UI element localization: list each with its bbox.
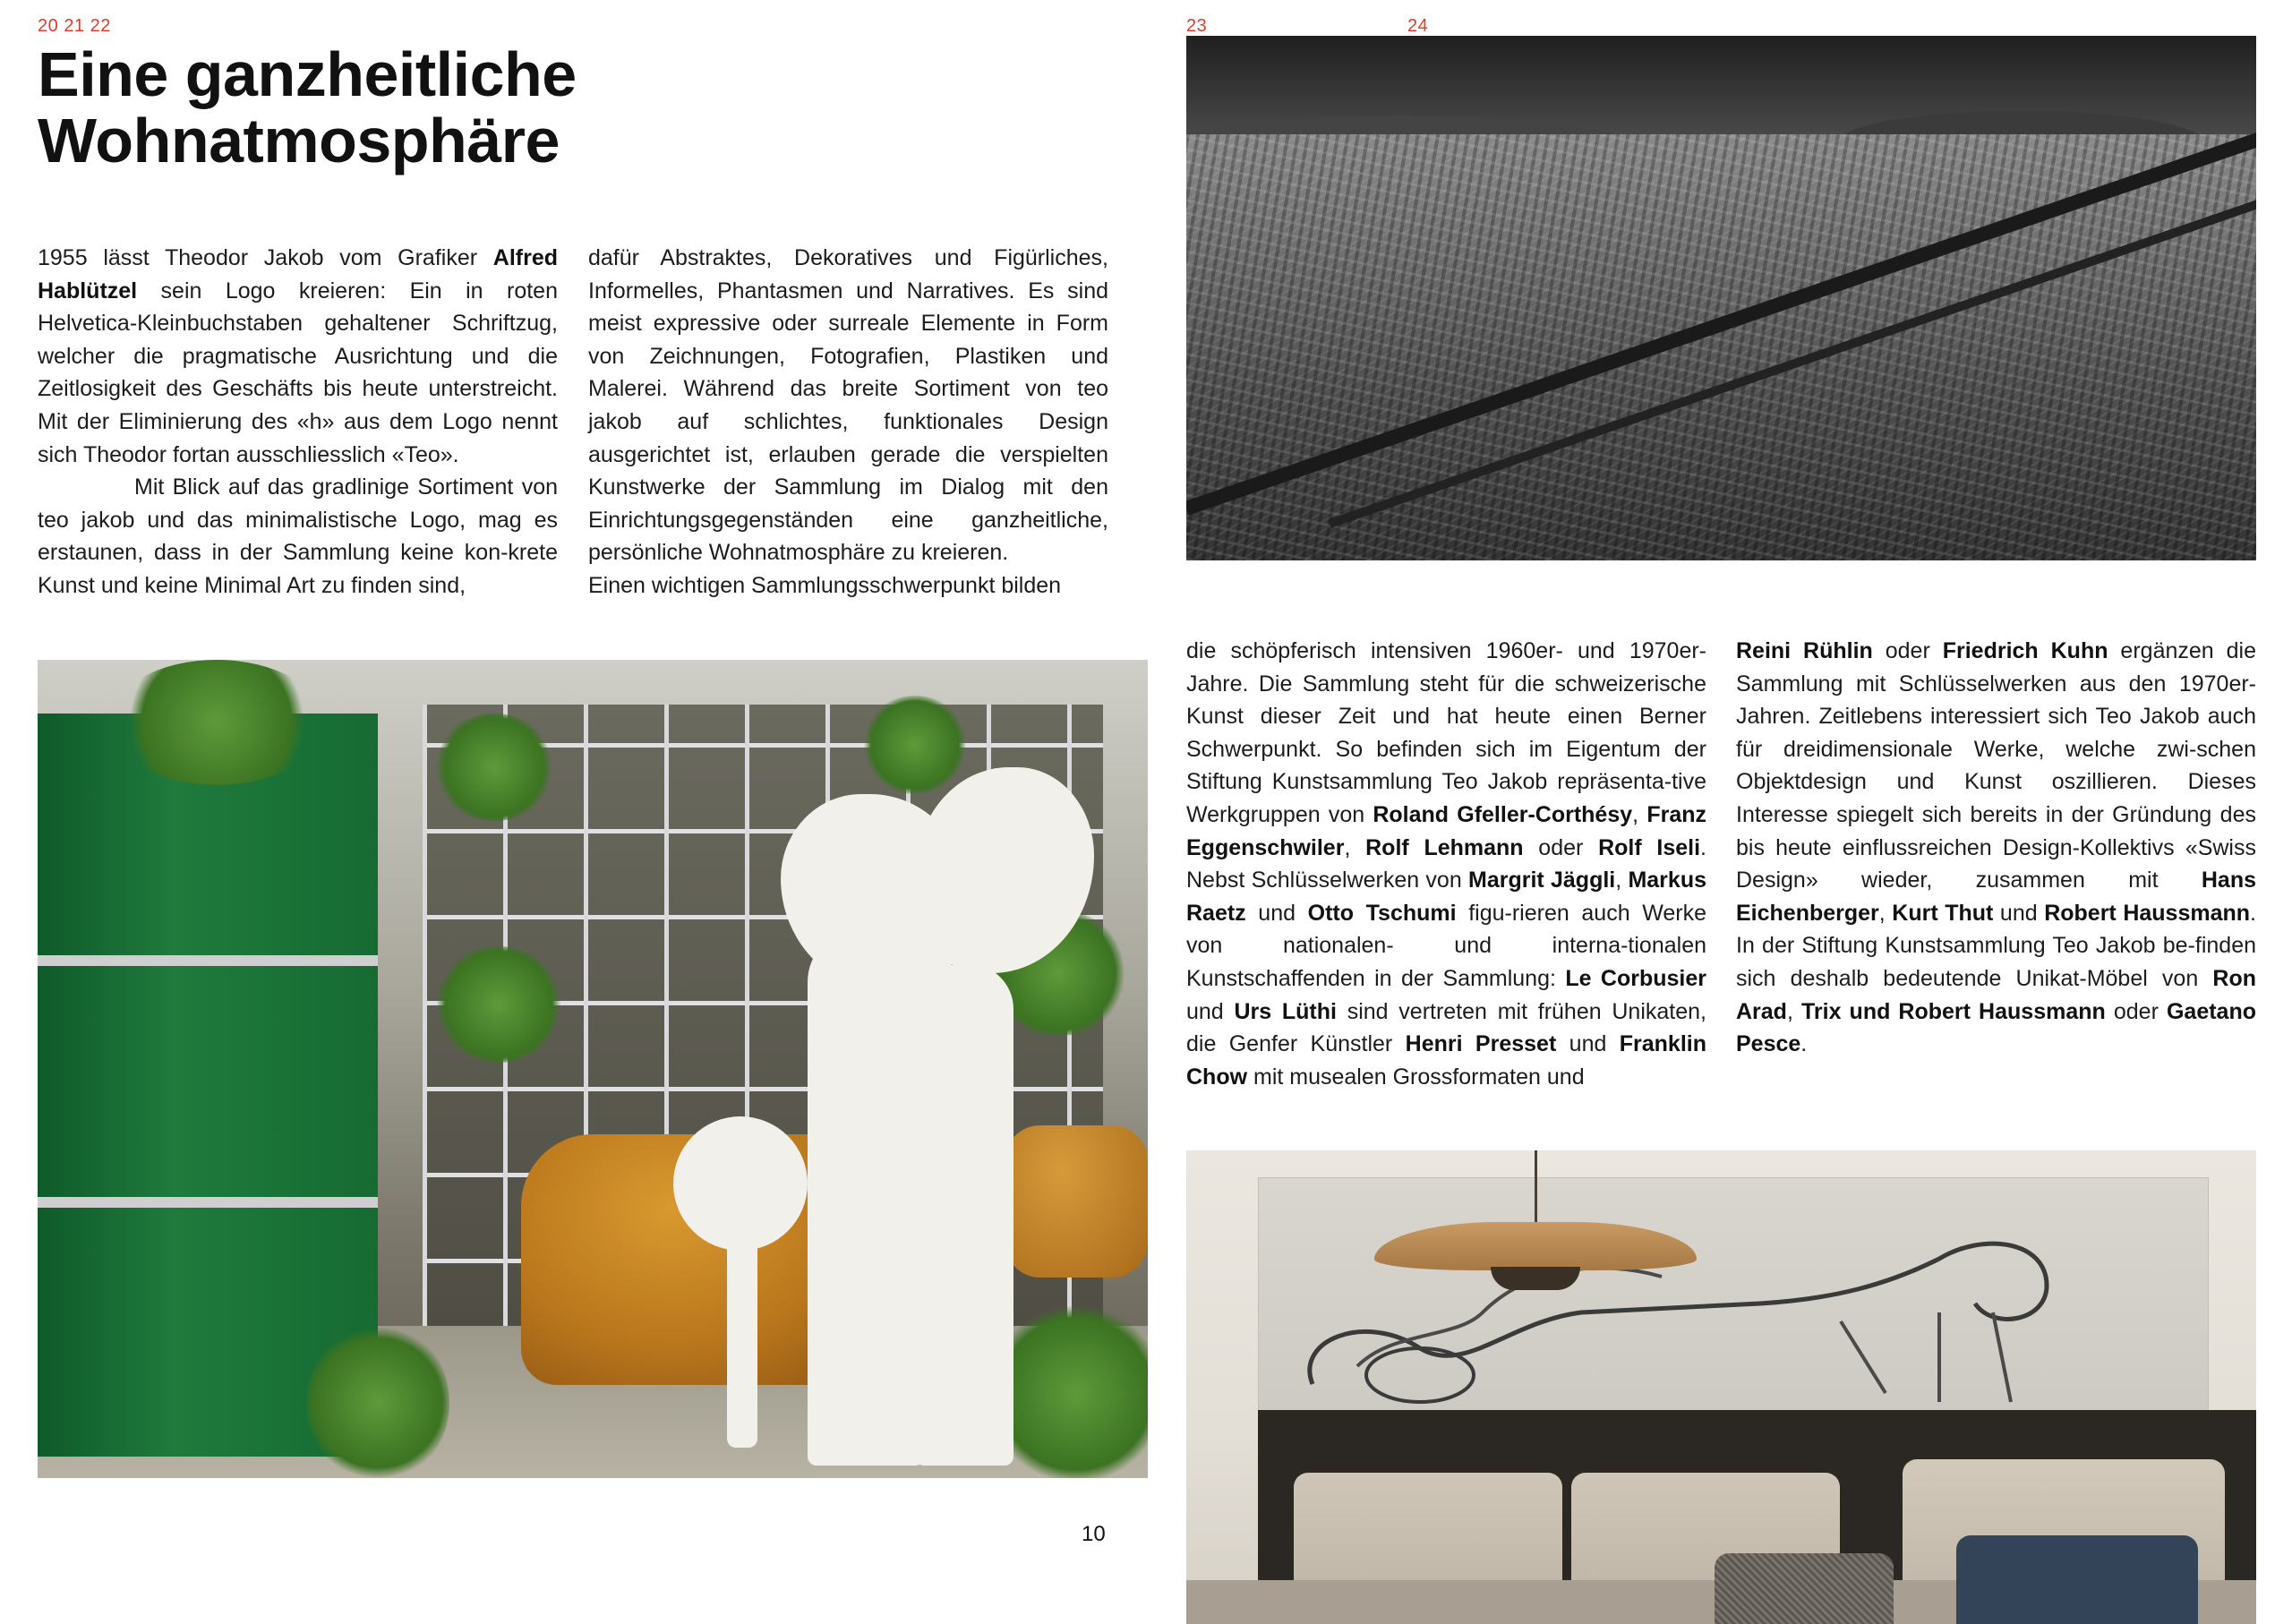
text: und <box>1186 998 1235 1024</box>
name-highlight: Robert Haussmann <box>2044 900 2251 926</box>
plant <box>432 714 557 821</box>
name-highlight: Franz Eggenschwiler <box>1186 801 1706 860</box>
plant <box>432 946 566 1063</box>
page-marker-left <box>38 16 111 37</box>
text: . Nebst Schlüsselwerken von <box>1186 834 1706 893</box>
text: figu-rieren auch Werke von nationalen- und interna-tionalen Kunstschaffenden in der Sammlung: <box>1186 900 1706 991</box>
text: , <box>1344 834 1366 860</box>
title-line-1: Eine ganzheitliche <box>38 39 577 109</box>
name-highlight: Hans Eichenberger <box>1736 868 2256 926</box>
white-sculpture <box>808 928 924 1466</box>
white-sculpture-stem <box>727 1215 757 1448</box>
text: die schöpferisch intensiven 1960er- und 1970er-Jahre. Die Sammlung steht für die schweizerische Kunst dieser Zeit und hat heute einen Berner Schwerpunkt. So befinden sich im Eigentum der Stiftung Kunstsammlung Teo Jakob repräsenta-tive Werkgruppen von <box>1186 638 1706 827</box>
wall-drawing <box>1258 1177 2209 1421</box>
name-highlight: Alfred Hablützel <box>38 245 558 303</box>
white-sculpture <box>915 964 1013 1466</box>
page-marker-22: 22 <box>90 16 111 36</box>
text: und <box>1993 900 2045 926</box>
living-room-photo <box>1186 1150 2256 1624</box>
title-line-2: Wohnatmosphäre <box>38 106 560 175</box>
name-highlight: Gaetano Pesce <box>1736 998 2256 1057</box>
paragraph <box>38 242 558 471</box>
name-highlight: Henri Presset <box>1405 1031 1557 1057</box>
text: und <box>1245 900 1308 926</box>
text: oder <box>1872 638 1943 663</box>
aerial-city-photo <box>1186 36 2256 560</box>
text: , <box>1786 998 1801 1024</box>
page-title <box>38 41 664 174</box>
text-column-2 <box>588 242 1108 603</box>
paragraph <box>1736 635 2256 1061</box>
pendant-lamp-base <box>1491 1267 1580 1290</box>
text: . <box>1800 1031 1808 1057</box>
name-highlight: Rolf Lehmann <box>1365 834 1524 860</box>
text: , <box>1878 900 1893 926</box>
page-marker-21: 21 <box>64 16 85 36</box>
paragraph <box>1186 635 1706 1093</box>
text: ergänzen die Sammlung mit Schlüsselwerken aus den 1970er-Jahren. Zeitlebens interessiert sich Teo Jakob auch für dreidimensionale Werke, welche zwi-schen Objektdesign und Kunst oszillieren. Dieses Interesse spiegelt sich bereits in der Gründung des bis heute einflussreichen Design-Kollektivs «Swiss Design» wieder, zusammen mit <box>1736 638 2256 893</box>
plant <box>109 660 324 785</box>
lamp-cord <box>1535 1150 1537 1224</box>
text: , <box>1615 868 1629 893</box>
name-highlight: Markus Raetz <box>1186 868 1706 926</box>
page-marker-24: 24 <box>1407 16 1429 36</box>
text-column-1 <box>38 242 558 603</box>
plant <box>861 696 969 794</box>
text: sein Logo kreieren: Ein in roten Helvetica-Kleinbuchstaben gehaltener Schriftzug, welcher die pragmatische Ausrichtung und die Zeitlosigkeit des Geschäfts bis heute unterstreicht. Mit der Eliminierung des «h» aus dem Logo nennt sich Theodor fortan ausschliesslich «Teo». <box>38 278 558 467</box>
page-marker-23: 23 <box>1186 16 1208 36</box>
pendant-lamp <box>1374 1222 1697 1270</box>
name-highlight: Reini Rühlin <box>1736 638 1873 663</box>
text: sind vertreten mit frühen Unikaten, die Genfer Künstler <box>1186 998 1706 1057</box>
name-highlight: Rolf Iseli <box>1598 834 1701 860</box>
text-column-3 <box>1186 635 1706 1093</box>
name-highlight: Urs Lüthi <box>1234 998 1337 1024</box>
name-highlight: Friedrich Kuhn <box>1942 638 2108 663</box>
text: mit musealen Grossformaten und <box>1247 1064 1585 1090</box>
text: , <box>1632 801 1647 827</box>
text-column-4 <box>1736 635 2256 1061</box>
mountains <box>1186 36 2256 143</box>
paragraph: Einen wichtigen Sammlungsschwerpunkt bilden <box>588 572 1062 598</box>
blue-pillow <box>1956 1535 2198 1624</box>
name-highlight: Le Corbusier <box>1565 965 1706 991</box>
name-highlight: Ron Arad <box>1736 965 2256 1024</box>
name-highlight: Kurt Thut <box>1892 900 1994 926</box>
text: oder <box>1523 834 1599 860</box>
text: oder <box>2105 998 2167 1024</box>
plant <box>306 1322 449 1478</box>
page-number: 10 <box>1082 1522 1106 1546</box>
name-highlight: Margrit Jäggli <box>1468 868 1616 893</box>
name-highlight: Trix und Robert Haussmann <box>1801 998 2106 1024</box>
text: . In der Stiftung Kunstsammlung Teo Jakob be-finden sich deshalb bedeutende Unikat-Möbel von <box>1736 900 2256 991</box>
showroom-photo <box>38 660 1148 1478</box>
text: 1955 lässt Theodor Jakob vom Grafiker <box>38 245 493 270</box>
text: und <box>1556 1031 1620 1057</box>
name-highlight: Roland Gfeller-Corthésy <box>1373 801 1633 827</box>
page-marker-20: 20 <box>38 16 59 36</box>
name-highlight: Otto Tschumi <box>1307 900 1457 926</box>
paragraph: Mit Blick auf das gradlinige Sortiment von teo jakob und das minimalistische Logo, mag es erstaunen, dass in der Sammlung keine kon-krete Kunst und keine Minimal Art zu finden sind, <box>38 474 558 598</box>
name-highlight: Franklin Chow <box>1186 1031 1706 1090</box>
orange-sofa-2 <box>1005 1125 1148 1278</box>
drawing-lines <box>1259 1178 2208 1420</box>
paragraph: dafür Abstraktes, Dekoratives und Figürliches, Informelles, Phantasmen und Narratives. Es sind meist expressive oder surreale Elemente in Form von Zeichnungen, Fotografien, Plastiken und Malerei. Während das breite Sortiment von teo jakob auf schlichtes, funktionales Design ausgerichtet ist, erlauben gerade die verspielten Kunstwerke der Sammlung im Dialog mit den Einrichtungsgegenständen eine ganzheitliche, persönliche Wohnatmosphäre zu kreieren. <box>588 245 1108 566</box>
knit-pillow <box>1715 1553 1894 1624</box>
